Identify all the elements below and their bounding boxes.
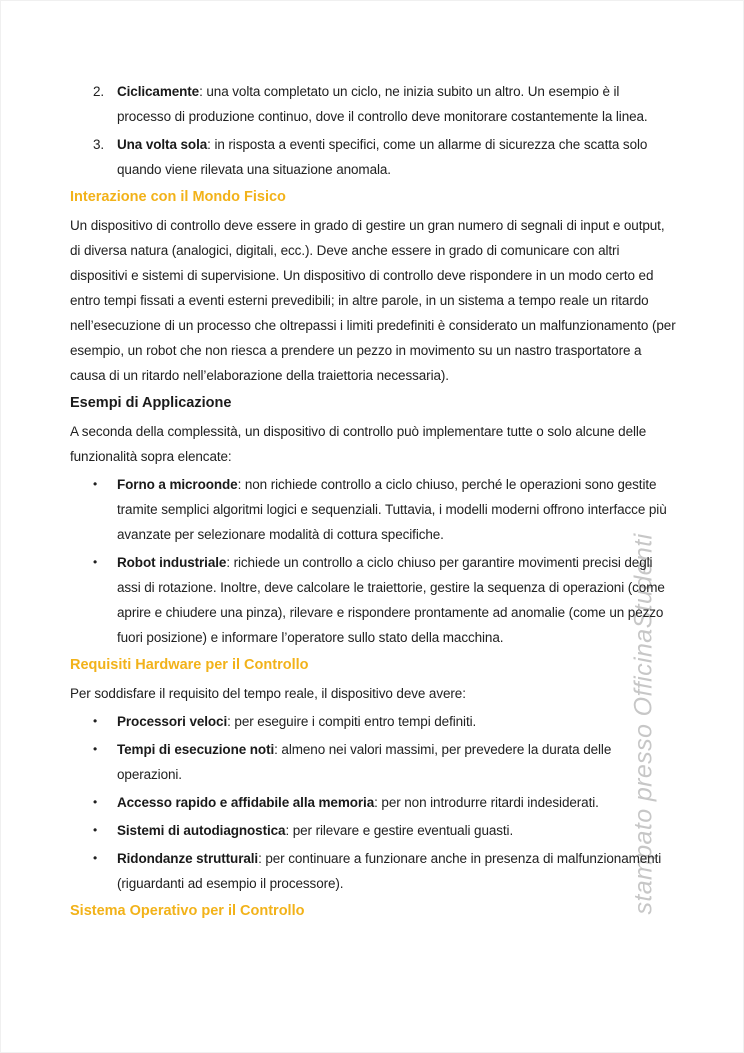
bullet-text <box>117 550 676 650</box>
bullet-body: : richiede un controllo a ciclo chiuso per garantire movimenti precisi degli assi di rotazione. Inoltre, deve calcolare le traiettorie, gestire la sequenza di operazioni (come aprire e chiudere una pinza), rilevare e rispondere prontamente ad anomalie (come un pezzo fuori posizione) e informare l’operatore sullo stato della macchina. <box>117 555 665 645</box>
term-bold: Ridondanze strutturali <box>117 851 259 866</box>
bullet-item-autodiagnostica <box>70 818 676 843</box>
bullet-item-robot <box>70 550 676 650</box>
bullet-text <box>117 472 676 547</box>
item-text <box>117 79 676 129</box>
numbered-item-3 <box>70 132 676 182</box>
term-bold: Una volta sola <box>117 137 208 152</box>
term-bold: Robot industriale <box>117 555 227 570</box>
bullet-item-processori <box>70 709 676 734</box>
item-number: 2. <box>93 84 105 99</box>
bullet-body: : almeno nei valori massimi, per prevedere la durata delle operazioni. <box>117 742 612 782</box>
paragraph-interazione: Un dispositivo di controllo deve essere in grado di gestire un gran numero di segnali di input e output, di diversa natura (analogici, digitali, ecc.). Deve anche essere in grado di comunicare con altri dispositivi e sistemi di supervisione. Un dispositivo di controllo deve rispondere in un modo certo ed entro tempi fissati a eventi esterni prevedibili; in altre parole, in un sistema a tempo reale un ritardo nell’esecuzione di un processo che oltrepassi i limiti predefiniti è considerato un malfunzionamento (per esempio, un robot che non riesca a prendere un pezzo in movimento su un nastro trasportatore a causa di un ritardo nell’elaborazione della traiettoria necessaria). <box>70 218 676 383</box>
term-bold: Sistemi di autodiagnostica <box>117 823 286 838</box>
bullet-item-ridondanze <box>70 846 676 896</box>
term-bold: Accesso rapido e affidabile alla memoria <box>117 795 375 810</box>
term-bold: Processori veloci <box>117 714 228 729</box>
bullet-text <box>117 846 676 896</box>
bullet-text <box>117 790 676 815</box>
watermark-text: stampato presso OfficinaStudenti <box>629 533 658 915</box>
bullet-text <box>117 737 676 787</box>
section-heading-sistema-operativo: Sistema Operativo per il Controllo <box>70 903 305 919</box>
bullet-item-forno <box>70 472 676 547</box>
bullet-marker-icon: • <box>93 851 98 865</box>
bullet-item-accesso <box>70 790 676 815</box>
bullet-marker-icon: • <box>93 742 98 756</box>
bullet-body: : per rilevare e gestire eventuali guasti. <box>285 823 514 838</box>
bullet-body: : per eseguire i compiti entro tempi definiti. <box>227 714 477 729</box>
section-heading-interazione: Interazione con il Mondo Fisico <box>70 189 286 205</box>
section-heading-requisiti: Requisiti Hardware per il Controllo <box>70 657 309 673</box>
bullet-marker-icon: • <box>93 555 98 569</box>
bullet-text <box>117 709 676 734</box>
term-bold: Ciclicamente <box>117 84 200 99</box>
bullet-item-tempi <box>70 737 676 787</box>
item-body: : in risposta a eventi specifici, come un allarme di sicurezza che scatta solo quando viene rilevata una situazione anomala. <box>117 137 648 177</box>
item-body: : una volta completato un ciclo, ne inizia subito un altro. Un esempio è il processo di produzione continuo, dove il controllo deve monitorare costantemente la linea. <box>117 84 648 124</box>
bullet-text <box>117 818 676 843</box>
term-bold: Forno a microonde <box>117 477 238 492</box>
paragraph-esempi-intro: A seconda della complessità, un dispositivo di controllo può implementare tutte o solo alcune delle funzionalità sopra elencate: <box>70 424 647 464</box>
bullet-list-requisiti <box>70 709 676 896</box>
bullet-body: : non richiede controllo a ciclo chiuso, perché le operazioni sono gestite tramite semplici algoritmi logici e sequenziali. Tuttavia, i modelli moderni offrono interfacce più avanzate per selezionare modalità di cottura specifiche. <box>117 477 667 542</box>
bullet-marker-icon: • <box>93 714 98 728</box>
bullet-marker-icon: • <box>93 823 98 837</box>
bullet-marker-icon: • <box>93 477 98 491</box>
numbered-list <box>70 79 676 182</box>
bullet-body: : per non introdurre ritardi indesiderati. <box>374 795 599 810</box>
bullet-body: : per continuare a funzionare anche in presenza di malfunzionamenti (riguardanti ad esempio il processore). <box>117 851 662 891</box>
item-number: 3. <box>93 137 105 152</box>
paragraph-requisiti-intro: Per soddisfare il requisito del tempo reale, il dispositivo deve avere: <box>70 686 466 701</box>
term-bold: Tempi di esecuzione noti <box>117 742 275 757</box>
section-heading-esempi: Esempi di Applicazione <box>70 395 232 411</box>
bullet-list-esempi <box>70 472 676 650</box>
bullet-marker-icon: • <box>93 795 98 809</box>
numbered-item-2 <box>70 79 676 129</box>
item-text <box>117 132 676 182</box>
